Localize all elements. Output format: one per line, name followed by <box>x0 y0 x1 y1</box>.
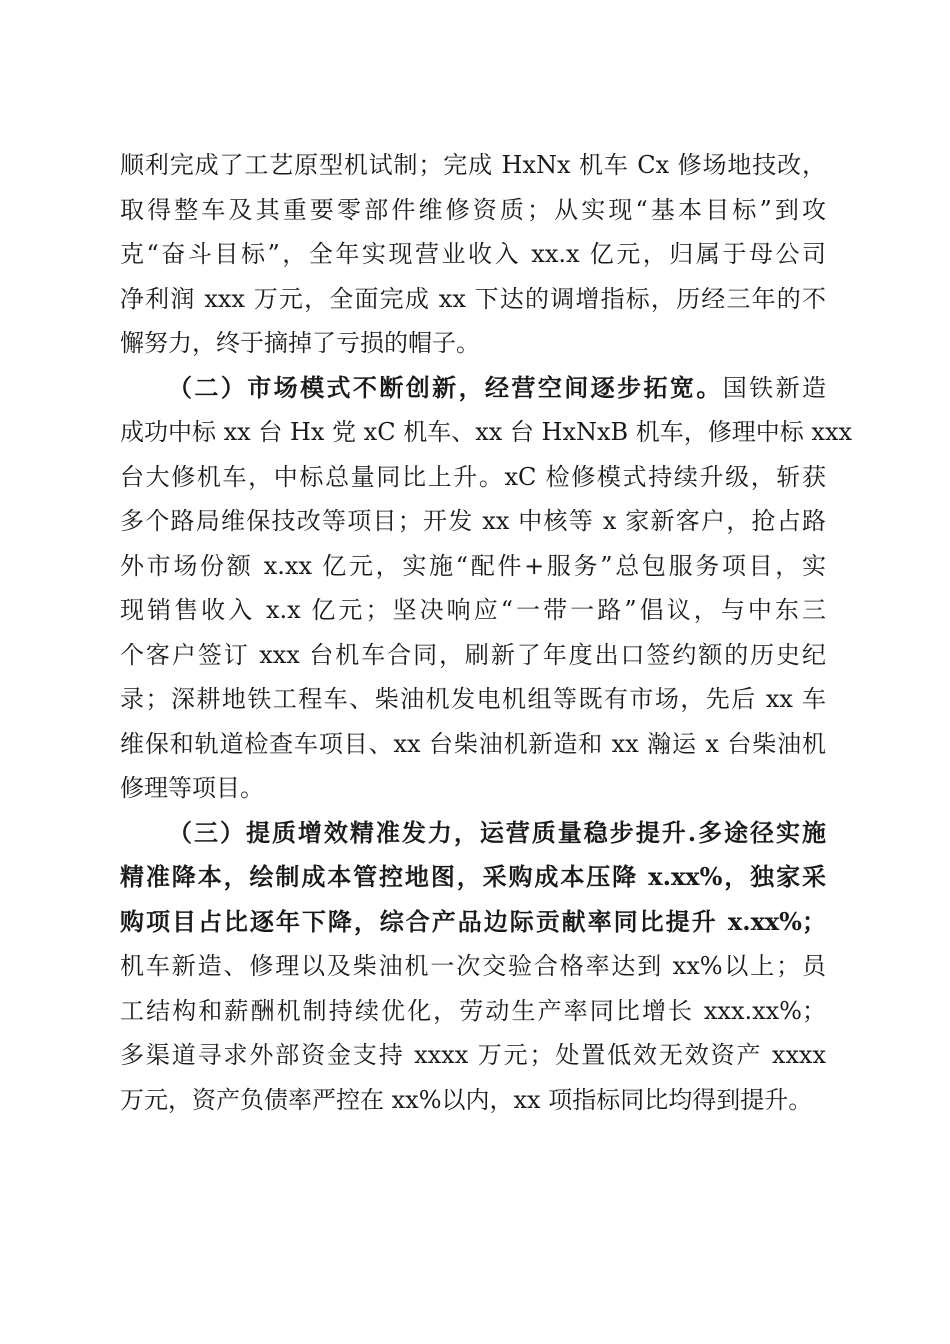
paragraph-2-line-3: 台大修机车，中标总量同比上升。xC 检修模式持续升级，斩获 <box>120 462 826 491</box>
paragraph-3-line-7: 万元，资产负债率严控在 xx%以内，xx 项指标同比均得到提升。 <box>120 1085 813 1114</box>
paragraph-3-line-5: 工结构和薪酬机制持续优化，劳动生产率同比增长 xxx.xx%； <box>120 996 826 1025</box>
paragraph-3-line-1-rest: 多途径实施 <box>696 817 827 847</box>
document-body <box>120 143 853 1122</box>
paragraph-2-line-6: 现销售收入 x.x 亿元；坚决响应“一带一路”倡议，与中东三 <box>120 596 826 624</box>
paragraph-2-line-2: 成功中标 xx 台 Hx 党 xC 机车、xx 台 HxNxB 机车，修理中标 xxx <box>120 418 853 446</box>
paragraph-2-line-5: 外市场份额 x.xx 亿元，实施“配件+服务”总包服务项目，实 <box>120 551 826 580</box>
paragraph-3-line-2: 精准降本，绘制成本管控地图，采购成本压降 x.xx%，独家采 <box>120 862 826 891</box>
paragraph-2-heading: （二）市场模式不断创新，经营空间逐步拓宽。 <box>168 372 723 402</box>
paragraph-1-line-2: 取得整车及其重要零部件维修资质；从实现“基本目标”到攻 <box>120 195 826 224</box>
paragraph-1-line-4: 净利润 xxx 万元，全面完成 xx 下达的调增指标，历经三年的不 <box>120 284 826 313</box>
paragraph-3-line-3: 购项目占比逐年下降，综合产品边际贡献率同比提升 x.xx%； <box>120 906 826 936</box>
paragraph-3-heading: （三）提质增效精准发力，运营质量稳步提升. <box>168 817 697 847</box>
paragraph-2-line-4: 多个路局维保技改等项目；开发 xx 中核等 x 家新客户，抢占路 <box>120 507 826 535</box>
paragraph-2-line-10: 修理等项目。 <box>120 774 264 802</box>
paragraph-2-line-1-rest: 国铁新造 <box>722 373 826 402</box>
paragraph-3-line-6: 多渠道寻求外部资金支持 xxxx 万元；处置低效无效资产 xxxx <box>120 1041 826 1069</box>
paragraph-2-line-1 <box>120 366 826 411</box>
paragraph-2-line-7: 个客户签订 xxx 台机车合同，刷新了年度出口签约额的历史纪 <box>120 640 826 669</box>
paragraph-3-line-1 <box>120 811 826 856</box>
paragraph-3-line-4: 机车新造、修理以及柴油机一次交验合格率达到 xx%以上；员 <box>120 952 826 980</box>
paragraph-1-line-5: 懈努力，终于摘掉了亏损的帽子。 <box>120 329 480 357</box>
paragraph-2-line-9: 维保和轨道检查车项目、xx 台柴油机新造和 xx 瀚运 x 台柴油机 <box>120 729 826 758</box>
paragraph-1-line-1: 顺利完成了工艺原型机试制；完成 HxNx 机车 Cx 修场地技改， <box>120 151 826 179</box>
paragraph-1-line-3: 克“奋斗目标”，全年实现营业收入 xx.x 亿元，归属于母公司 <box>120 240 826 268</box>
paragraph-2-line-8: 录；深耕地铁工程车、柴油机发电机组等既有市场，先后 xx 车 <box>120 685 826 713</box>
